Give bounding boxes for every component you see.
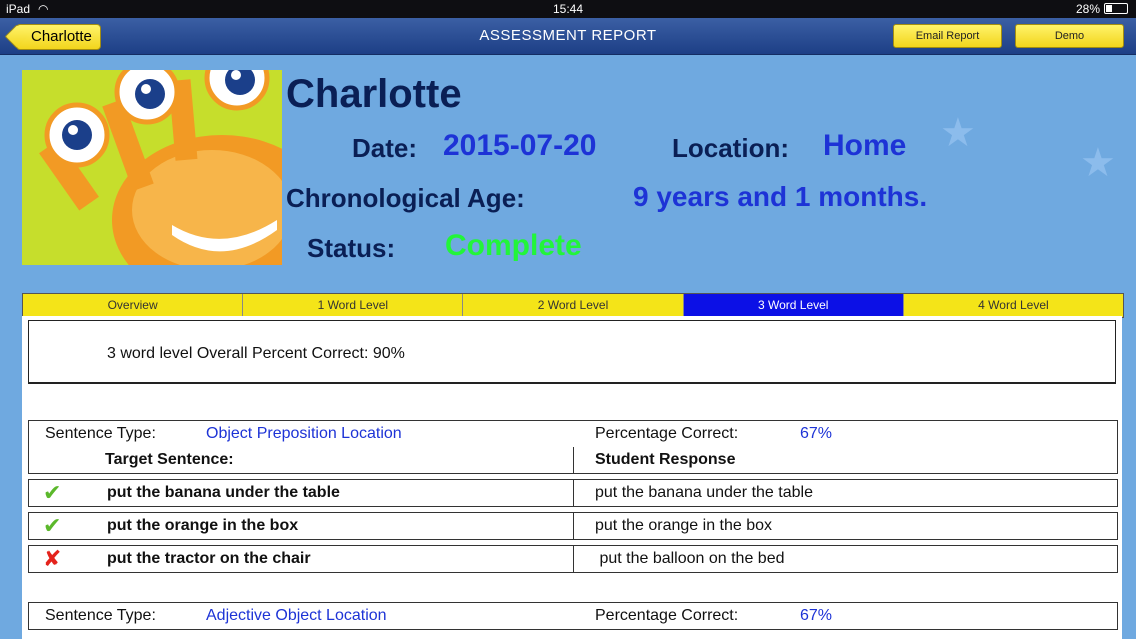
sentence-type-value: Object Preposition Location — [206, 425, 402, 442]
sentence-type-label: Sentence Type: — [45, 425, 156, 442]
status-label: Status: — [307, 233, 396, 263]
tab-1-word-level[interactable]: 1 Word Level — [243, 294, 463, 317]
status-bar — [0, 0, 1136, 18]
percentage-label: Percentage Correct: — [595, 425, 739, 442]
table-row — [28, 512, 1118, 540]
tab-overview[interactable]: Overview — [23, 294, 243, 317]
demo-button[interactable]: Demo — [1015, 24, 1124, 48]
email-report-button[interactable]: Email Report — [893, 24, 1002, 48]
tab-2-word-level[interactable]: 2 Word Level — [463, 294, 683, 317]
background-star-icon: ★ — [940, 111, 976, 155]
status-value: Complete — [445, 229, 582, 262]
age-value: 9 years and 1 months. — [633, 181, 928, 212]
background-star-icon: ★ — [1080, 141, 1116, 185]
target-sentence: put the tractor on the chair — [107, 550, 311, 567]
check-icon: ✔ — [43, 513, 62, 538]
battery-indicator — [1076, 2, 1128, 16]
table-row — [28, 479, 1118, 507]
page-title: ASSESSMENT REPORT — [479, 27, 657, 44]
target-sentence: put the banana under the table — [107, 484, 340, 501]
column-divider — [573, 447, 574, 473]
percentage-value: 67% — [800, 425, 833, 442]
student-response-header: Student Response — [595, 451, 736, 468]
percentage-value: 67% — [800, 607, 833, 624]
battery-icon — [1104, 3, 1128, 14]
student-response: put the balloon on the bed — [595, 550, 785, 567]
tab-4-word-level[interactable]: 4 Word Level — [904, 294, 1123, 317]
snail-mascot-icon — [22, 70, 282, 265]
location-label: Location: — [672, 133, 789, 163]
sentence-type-value: Adjective Object Location — [206, 607, 387, 624]
student-name: Charlotte — [286, 72, 462, 116]
battery-percent: 28% — [1075, 2, 1100, 16]
target-sentence: put the orange in the box — [107, 517, 299, 534]
report-content — [22, 316, 1122, 639]
back-button-label: Charlotte — [31, 28, 92, 45]
tab-3-word-level[interactable]: 3 Word Level — [684, 294, 904, 317]
device-label: iPad — [6, 2, 31, 16]
student-response: put the orange in the box — [595, 517, 773, 534]
avatar — [22, 70, 282, 265]
section-header — [28, 602, 1118, 630]
level-tabs — [22, 293, 1124, 318]
student-response: put the banana under the table — [595, 484, 813, 501]
target-sentence-header: Target Sentence: — [105, 451, 234, 468]
overall-percent: 3 word level Overall Percent Correct: 90% — [107, 345, 405, 362]
table-row — [28, 545, 1118, 573]
cross-icon: ✘ — [43, 546, 62, 571]
age-label: Chronological Age: — [286, 183, 525, 213]
check-icon: ✔ — [43, 480, 62, 505]
date-value: 2015-07-20 — [443, 129, 597, 162]
navigation-bar — [0, 18, 1136, 55]
wifi-icon: ◠ — [38, 2, 49, 16]
column-divider — [573, 480, 574, 506]
sentence-type-label: Sentence Type: — [45, 607, 156, 624]
column-divider — [573, 546, 574, 572]
location-value: Home — [823, 129, 907, 162]
column-headers — [28, 447, 1118, 474]
percentage-label: Percentage Correct: — [595, 607, 739, 624]
column-divider — [573, 513, 574, 539]
date-label: Date: — [352, 133, 418, 163]
clock: 15:44 — [552, 2, 584, 16]
overall-summary — [28, 320, 1116, 384]
section-header — [28, 420, 1118, 448]
